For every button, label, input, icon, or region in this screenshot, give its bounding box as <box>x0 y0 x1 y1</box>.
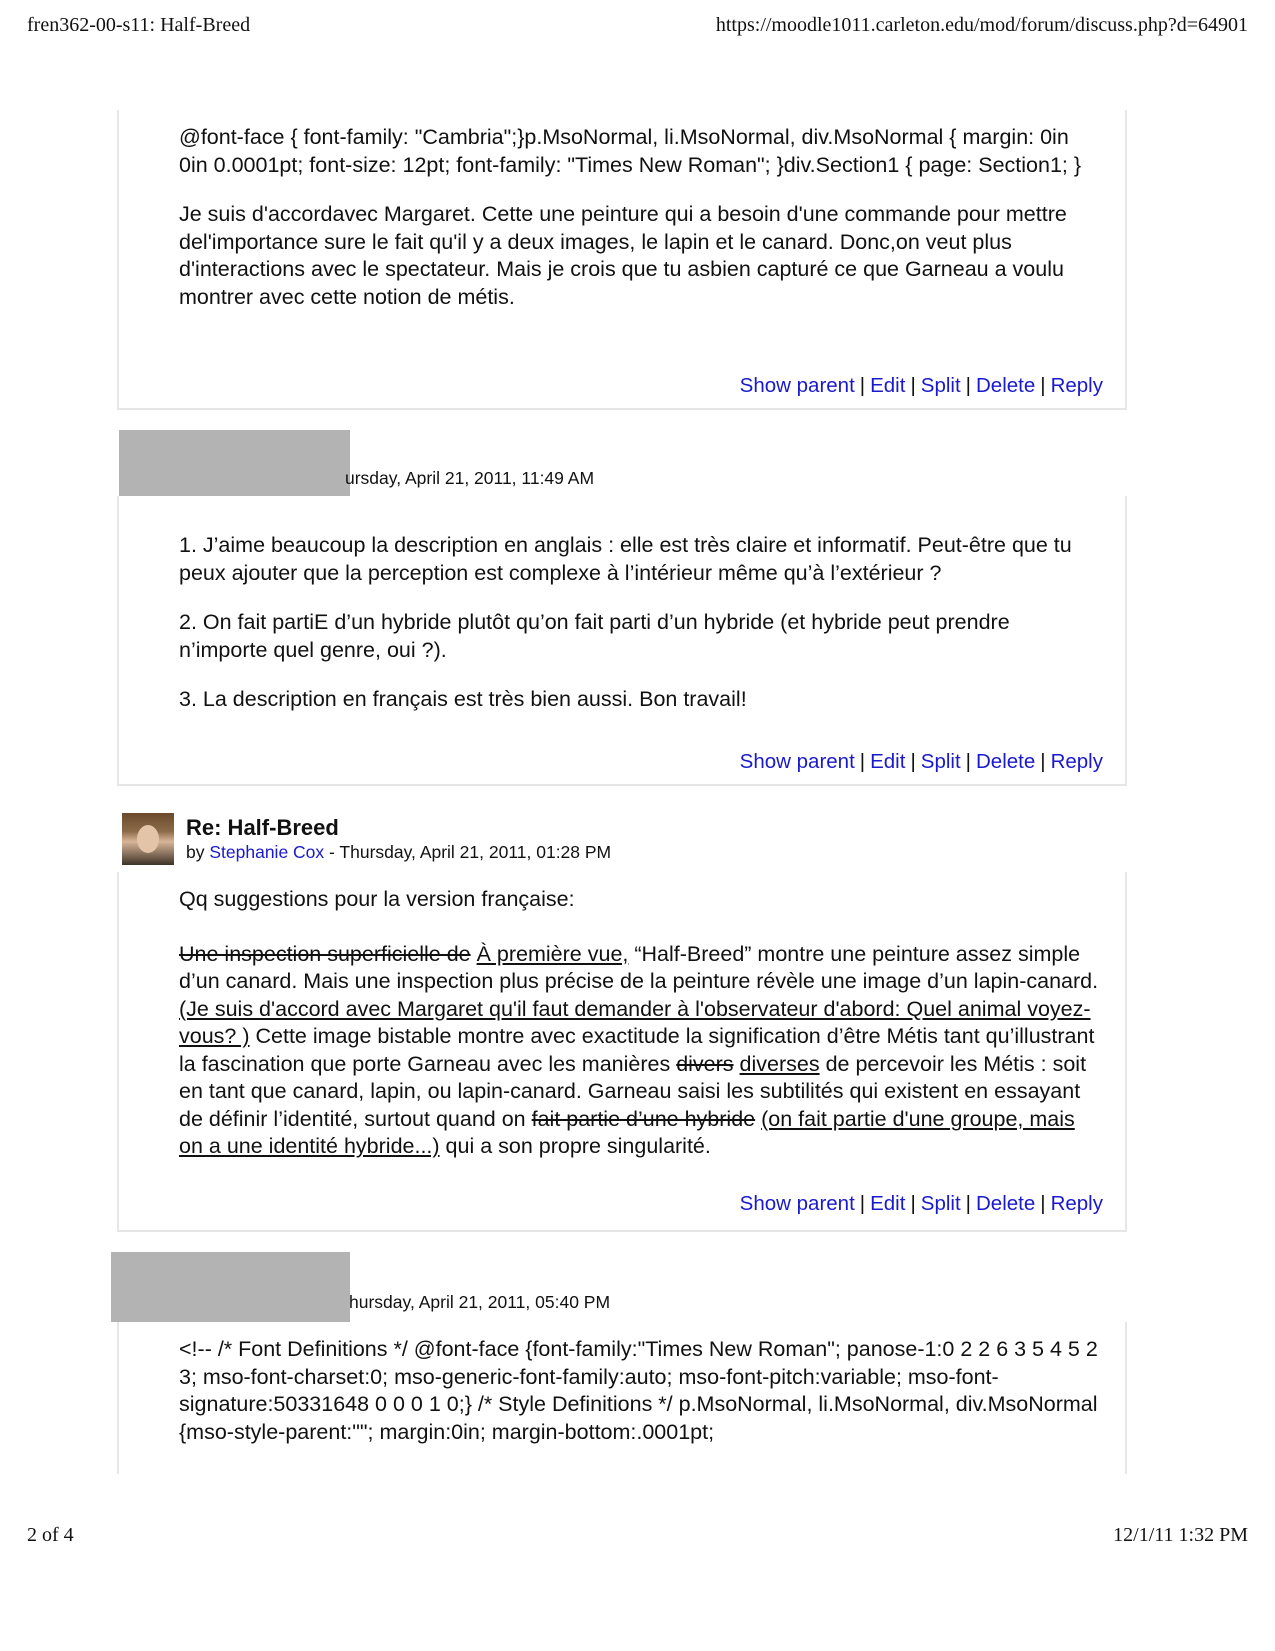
inserted-text: diverses <box>739 1051 820 1076</box>
split-link[interactable]: Split <box>920 750 961 773</box>
redacted-author-block <box>119 430 350 496</box>
forum-post <box>117 110 1127 410</box>
post-content <box>119 1322 1125 1446</box>
reply-link[interactable]: Reply <box>1050 374 1103 397</box>
post-byline <box>186 842 611 863</box>
post-paragraph: Qq suggestions pour la version française: <box>179 887 575 911</box>
reply-link[interactable]: Reply <box>1050 750 1103 773</box>
post-commands <box>740 750 1103 774</box>
forum-post <box>117 1322 1127 1474</box>
deleted-text: fait partie d’une hybride <box>531 1106 756 1131</box>
post-date: hursday, April 21, 2011, 05:40 PM <box>349 1292 611 1312</box>
avatar-face-icon <box>137 825 159 853</box>
show-parent-link[interactable]: Show parent <box>739 750 855 773</box>
text-span: “Half-Breed” montre une peinture assez simple d’un canard. Mais une inspection plus précise de la peinture révèle une image d’un lapin-canard. <box>179 941 1099 993</box>
post-paragraph: @font-face { font-family: "Cambria";}p.MsoNormal, li.MsoNormal, div.MsoNormal { margin: 0in 0in 0.0001pt; font-size: 12pt; font-family: "Times New Roman"; }div.Section1 { page: Section1; } <box>179 125 1082 177</box>
edit-link[interactable]: Edit <box>870 1192 906 1215</box>
forum-post <box>117 872 1127 1232</box>
delete-link[interactable]: Delete <box>975 750 1036 773</box>
split-link[interactable]: Split <box>920 374 961 397</box>
separator: | <box>1040 374 1046 397</box>
separator: | <box>910 374 916 397</box>
separator: | <box>965 374 971 397</box>
separator: | <box>859 750 866 773</box>
inserted-text: À première vue, <box>476 941 629 966</box>
text-span: de percevoir les Métis : soit en tant que canard, lapin, ou lapin-canard. Garneau saisi les subtilités qui existent en essayant de définir l’identité, surtout quand on <box>179 1051 1087 1131</box>
separator: | <box>1040 750 1046 773</box>
post-date: ursday, April 21, 2011, 11:49 AM <box>345 468 595 488</box>
show-parent-link[interactable]: Show parent <box>739 374 855 397</box>
separator: | <box>1040 1192 1046 1215</box>
byline-prefix: by <box>186 842 210 862</box>
delete-link[interactable]: Delete <box>975 1192 1036 1215</box>
delete-link[interactable]: Delete <box>975 374 1036 397</box>
avatar[interactable] <box>122 813 174 865</box>
inserted-text: (on fait partie d'une groupe, mais on a une identité hybride...) <box>179 1106 1075 1158</box>
edit-link[interactable]: Edit <box>870 750 906 773</box>
print-page-number: 2 of 4 <box>27 1524 74 1546</box>
post-subject: Re: Half-Breed <box>186 815 339 840</box>
print-page-url: https://moodle1011.carleton.edu/mod/forum/discuss.php?d=64901 <box>715 14 1248 36</box>
post-paragraph <box>179 941 1101 1161</box>
edit-link[interactable]: Edit <box>870 374 906 397</box>
author-link[interactable]: Stephanie Cox <box>209 842 325 862</box>
post-paragraph: 2. On fait partiE d’un hybride plutôt qu’on fait parti d’un hybride (et hybride peut prendre n’importe quel genre, oui ?). <box>179 610 1010 662</box>
inserted-text: (Je suis d'accord avec Margaret qu'il faut demander à l'observateur d'abord: Quel animal voyez-vous? ) <box>179 996 1091 1048</box>
redacted-author-block <box>111 1252 350 1322</box>
post-paragraph: <!-- /* Font Definitions */ @font-face {font-family:"Times New Roman"; panose-1:0 2 2 6 3 5 4 5 2 3; mso-font-charset:0; mso-generic-font-family:auto; mso-font-pitch:variable; mso-font-signature:50331648 0 0 0 1 0;} /* Style Definitions */ p.MsoNormal, li.MsoNormal, div.MsoNormal {mso-style-parent:""; margin:0in; margin-bottom:.0001pt; <box>179 1337 1098 1444</box>
reply-link[interactable]: Reply <box>1050 1192 1103 1215</box>
post-content <box>119 872 1125 1161</box>
post-paragraph: 1. J’aime beaucoup la description en anglais : elle est très claire et informatif. Peut-être que tu peux ajouter que la perception est complexe à l’intérieur même qu’à l’extérieur ? <box>179 533 1072 585</box>
separator: | <box>965 750 971 773</box>
post-paragraph: Je suis d'accordavec Margaret. Cette une peinture qui a besoin d'une commande pour mettre del'importance sure le fait qu'il y a deux images, le lapin et le canard. Donc,on veut plus d'interactions avec le spectateur. Mais je crois que tu asbien capturé ce que Garneau a voulu montrer avec cette notion de métis. <box>179 202 1067 309</box>
forum-post <box>117 496 1127 786</box>
deleted-text: Une inspection superficielle de <box>179 941 471 966</box>
separator: | <box>910 1192 916 1215</box>
show-parent-link[interactable]: Show parent <box>739 1192 855 1215</box>
text-span: Cette image bistable montre avec exactitude la signification d’être Métis tant qu’illustrant la fascination que porte Garneau avec les manières <box>179 1024 1095 1076</box>
deleted-text: divers <box>676 1051 734 1076</box>
post-date: - Thursday, April 21, 2011, 01:28 PM <box>324 842 612 862</box>
post-content <box>119 110 1125 311</box>
split-link[interactable]: Split <box>920 1192 961 1215</box>
post-paragraph: 3. La description en français est très bien aussi. Bon travail! <box>179 687 747 711</box>
print-page-title: fren362-00-s11: Half-Breed <box>27 14 251 36</box>
separator: | <box>910 750 916 773</box>
separator: | <box>859 1192 866 1215</box>
print-timestamp: 12/1/11 1:32 PM <box>1113 1524 1248 1546</box>
print-footer <box>27 1524 1248 1547</box>
print-header <box>27 14 1248 37</box>
post-content <box>119 496 1125 714</box>
text-span: qui a son propre singularité. <box>439 1134 711 1158</box>
post-commands <box>740 1192 1103 1216</box>
separator: | <box>859 374 866 397</box>
post-commands <box>740 374 1103 398</box>
separator: | <box>965 1192 971 1215</box>
